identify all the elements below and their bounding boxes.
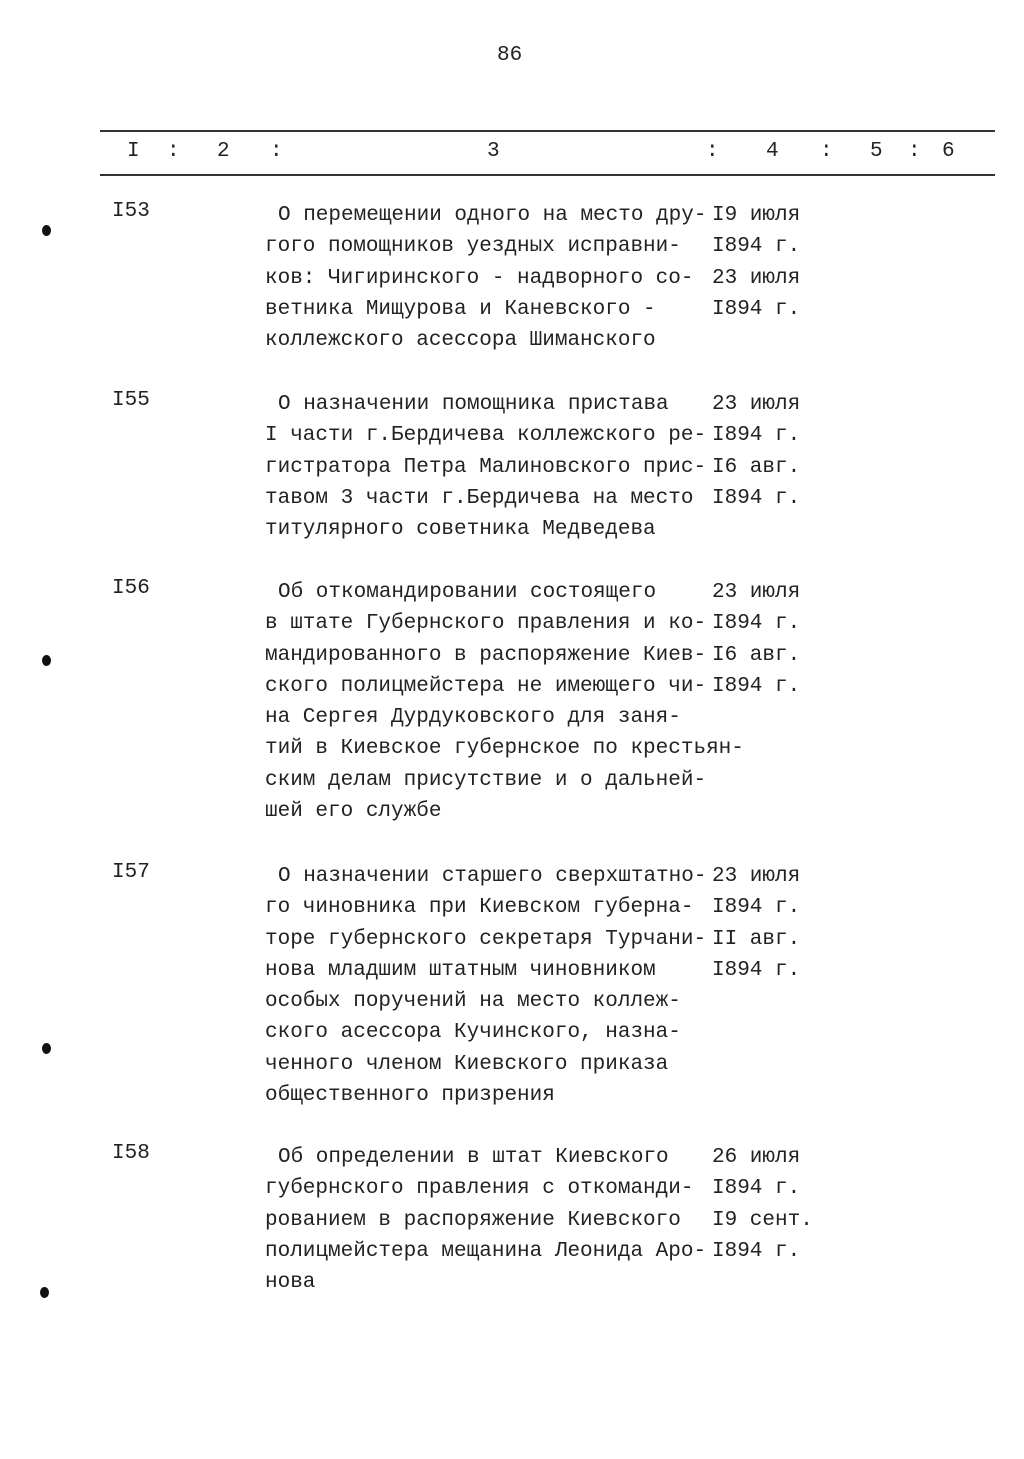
description-line: нова младшим штатным чиновником	[265, 958, 656, 982]
column-header: I	[127, 140, 140, 163]
entry-dates	[712, 577, 800, 702]
date-line: I9 сент.	[712, 1208, 813, 1232]
column-header: 6	[942, 140, 955, 163]
entry-dates	[712, 1142, 813, 1267]
date-line: I6 авг.	[712, 643, 801, 667]
date-line: I894 г.	[712, 958, 801, 982]
column-header: 2	[217, 140, 230, 163]
entry-number: I58	[112, 1142, 150, 1165]
column-header: 3	[487, 140, 500, 163]
entry-dates	[712, 861, 800, 986]
description-line: в штате Губернского правления и ко-	[265, 612, 707, 636]
punch-hole-mark	[40, 1287, 49, 1298]
description-line: тий в Киевское губернское по крестьян-	[265, 737, 744, 761]
entry-description	[265, 1142, 706, 1298]
description-line: губернского правления с откоманди-	[265, 1177, 694, 1201]
date-line: I9 июля	[712, 204, 801, 227]
date-line: I894 г.	[712, 674, 801, 698]
description-line: торе губернского секретаря Турчани-	[265, 927, 707, 951]
description-line: ского асессора Кучинского, назна-	[265, 1021, 681, 1045]
header-top-rule	[100, 130, 995, 132]
description-line: тавом 3 части г.Бердичева на место	[265, 486, 694, 510]
column-separator: :	[820, 140, 833, 163]
date-line: I6 авг.	[712, 455, 801, 479]
description-line: I части г.Бердичева коллежского ре-	[265, 424, 707, 448]
description-line: ским делам присутствие и о дальней-	[265, 768, 707, 792]
column-separator: :	[270, 140, 283, 163]
date-line: I894 г.	[712, 235, 801, 259]
description-line: Об откомандировании состоящего	[278, 581, 657, 604]
page-number: 86	[497, 44, 523, 67]
punch-hole-mark	[42, 655, 51, 666]
entry-number: I57	[112, 861, 150, 884]
entry-description	[265, 200, 706, 356]
date-line: 23 июля	[712, 865, 801, 888]
punch-hole-mark	[42, 225, 51, 236]
description-line: гистратора Петра Малиновского прис-	[265, 455, 707, 479]
header-bottom-rule	[100, 174, 995, 176]
entry-number: I53	[112, 200, 150, 223]
date-line: I894 г.	[712, 424, 801, 448]
punch-hole-mark	[42, 1043, 51, 1054]
description-line: шей его службе	[265, 800, 442, 824]
description-line: ков: Чигиринского - надворного со-	[265, 266, 694, 290]
description-line: Об определении в штат Киевского	[278, 1146, 669, 1169]
column-separator: :	[908, 140, 921, 163]
date-line: 23 июля	[712, 393, 801, 416]
date-line: I894 г.	[712, 1239, 801, 1263]
description-line: полицмейстера мещанина Леонида Аро-	[265, 1239, 707, 1263]
entry-dates	[712, 389, 800, 514]
entry-dates	[712, 200, 800, 325]
column-separator: :	[706, 140, 719, 163]
description-line: ченного членом Киевского приказа	[265, 1052, 669, 1076]
description-line: ского полицмейстера не имеющего чи-	[265, 674, 707, 698]
description-line: О назначении старшего сверхштатно-	[278, 865, 707, 888]
description-line: рованием в распоряжение Киевского	[265, 1208, 681, 1232]
entry-number: I56	[112, 577, 150, 600]
description-line: коллежского асессора Шиманского	[265, 329, 656, 353]
column-header: 4	[766, 140, 779, 163]
date-line: 26 июля	[712, 1146, 801, 1169]
date-line: I894 г.	[712, 612, 801, 636]
description-line: го чиновника при Киевском губерна-	[265, 896, 694, 920]
description-line: гого помощников уездных исправни-	[265, 235, 681, 259]
column-separator: :	[167, 140, 180, 163]
description-line: ветника Мищурова и Каневского -	[265, 297, 656, 321]
date-line: I894 г.	[712, 486, 801, 510]
description-line: нова	[265, 1271, 316, 1295]
description-line: общественного призрения	[265, 1084, 555, 1108]
description-line: мандированного в распоряжение Киев-	[265, 643, 707, 667]
column-header: 5	[870, 140, 883, 163]
entry-description	[265, 389, 706, 545]
date-line: 23 июля	[712, 581, 801, 604]
date-line: I894 г.	[712, 896, 801, 920]
date-line: I894 г.	[712, 1177, 801, 1201]
description-line: О перемещении одного на место дру-	[278, 204, 707, 227]
entry-description	[265, 577, 744, 827]
description-line: на Сергея Дурдуковского для заня-	[265, 706, 681, 730]
description-line: титулярного советника Медведева	[265, 518, 656, 542]
description-line: О назначении помощника пристава	[278, 393, 669, 416]
date-line: I894 г.	[712, 297, 801, 321]
date-line: 23 июля	[712, 266, 801, 290]
entry-number: I55	[112, 389, 150, 412]
description-line: особых поручений на место коллеж-	[265, 990, 681, 1014]
entry-description	[265, 861, 706, 1111]
date-line: II авг.	[712, 927, 801, 951]
